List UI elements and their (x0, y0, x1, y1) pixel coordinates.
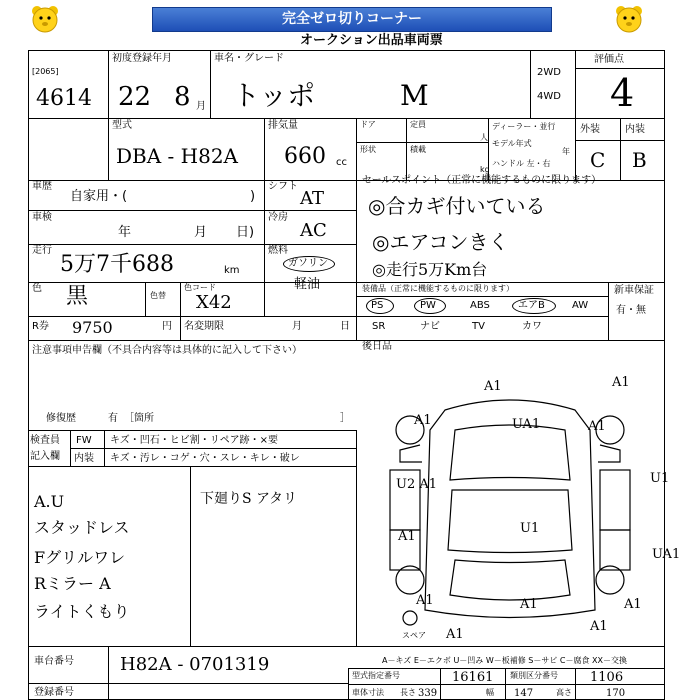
name-change-month: 月 (292, 321, 302, 332)
equipment-airbag: エアB (518, 300, 545, 311)
equipment-tv: TV (472, 321, 485, 332)
type-number-value: 16161 (452, 670, 494, 685)
history-label: 車歴 (32, 181, 52, 192)
height-label: 高さ (556, 688, 572, 697)
damage-mark: UA1 (652, 547, 681, 562)
inspection-label: 車検 (32, 212, 52, 223)
damage-mark: UA1 (512, 417, 541, 432)
type-number-label: 型式指定番号 (352, 671, 400, 680)
inspector-note-4: Rミラー A (34, 574, 111, 593)
exterior-grade: C (590, 148, 606, 172)
fuel-label: 燃料 (268, 245, 288, 256)
dealer-label: ディーラー・並行 (492, 122, 556, 131)
damage-mark: A1 (612, 375, 630, 390)
equipment-aw: AW (572, 300, 589, 311)
first-reg-label: 初度登録年月 (112, 53, 172, 64)
shape-label: 形状 (360, 145, 376, 154)
fuel-gas: ガソリン (288, 258, 328, 269)
inspector-note-3: Fグリルワレ (34, 548, 126, 567)
history-value: 自家用・( (70, 189, 128, 204)
kg-label: kg (480, 165, 490, 174)
chassis-value: H82A - 0701319 (120, 654, 270, 675)
damage-mark: A1 (398, 529, 416, 544)
recycle-unit: 円 (162, 321, 172, 332)
lot-code: [2065] (32, 67, 59, 76)
length-label: 長さ (400, 688, 416, 697)
equipment-abs: ABS (470, 300, 490, 311)
repair-history-place: ［箇所 (124, 413, 154, 424)
damage-mark: A1 (446, 627, 464, 642)
displacement-value: 660 (284, 144, 326, 169)
bear-mascot-right-icon (612, 2, 646, 36)
inspector-label: 検査員 (30, 435, 60, 446)
inspection-month: 月 (194, 225, 208, 240)
lot-number: 4614 (36, 86, 92, 111)
mileage-unit: km (224, 265, 240, 276)
equipment-pw: PW (420, 300, 436, 311)
class-number-label: 類別区分番号 (510, 671, 558, 680)
displacement-label: 排気量 (268, 120, 298, 131)
interior-items-label: 内装 (74, 453, 94, 464)
new-car-warranty-value: 有・無 (616, 305, 646, 316)
name-change-day: 日 (340, 321, 350, 332)
first-reg-year: 22 (118, 82, 152, 112)
equipment-label: 装備品（正常に機能するものに限ります） (362, 284, 514, 293)
recycle-label: R券 (32, 321, 49, 332)
damage-mark: U1 (650, 471, 670, 486)
spare-label: スペア (402, 631, 426, 640)
chassis-label: 車台番号 (34, 656, 74, 667)
inspector-note-1: A.U (34, 492, 65, 511)
damage-mark: U2 A1 (396, 477, 438, 492)
header-subtitle: オークション出品車両票 (300, 33, 443, 48)
model-label: 型式 (112, 120, 132, 131)
sales-point-line-2: ◎エアコンきく (372, 230, 509, 254)
rear-seat-label: 後日品 (362, 341, 392, 352)
height-value: 170 (606, 688, 626, 699)
sales-point-line-1: ◎合カギ付いている (368, 194, 546, 218)
mileage-label: 走行 (32, 245, 52, 256)
equipment-leather: カワ (522, 321, 542, 332)
mileage-value: 5万7千688 (60, 252, 174, 277)
recycle-value: 9750 (72, 318, 113, 337)
handle-label: ハンドル 左・右 (492, 159, 551, 168)
fuel-diesel: 軽油 (294, 277, 321, 292)
car-damage-diagram (360, 350, 660, 640)
name-change-label: 名変期限 (184, 321, 224, 332)
first-reg-month-unit: 月 (196, 101, 206, 112)
ac-label: 冷房 (268, 212, 288, 223)
car-name: トッポ (232, 79, 316, 112)
first-reg-month: 8 (174, 82, 191, 112)
year-unit: 年 (562, 147, 570, 156)
ac-value: AC (300, 220, 327, 241)
registration-number-label: 登録番号 (34, 687, 74, 698)
width-value: 147 (514, 688, 534, 699)
drive-2wd: 2WD (537, 67, 561, 78)
damage-mark: A1 (416, 593, 434, 608)
equipment-sr: SR (372, 321, 386, 332)
damage-mark: U1 (520, 521, 540, 536)
load-label: 積載 (410, 145, 426, 154)
width-label: 幅 (486, 688, 494, 697)
damage-mark: A1 (590, 619, 608, 634)
inspector-entry-label: 記入欄 (30, 451, 60, 462)
damage-legend: A－キズ E－エクボ U－凹み W－板補修 S－サビ C－腐食 XX－交換 (382, 656, 628, 665)
shift-value: AT (300, 188, 325, 209)
banner-title: 完全ゼロ切りコーナー (152, 7, 552, 32)
inspector-note-6: 下廻りS アタリ (200, 491, 298, 507)
color-value: 黒 (66, 284, 89, 309)
new-car-warranty-label: 新車保証 (614, 285, 654, 296)
exterior-label: 外装 (580, 124, 600, 135)
fw-items: キズ・凹石・ヒビ割・リペア跡・×要 (110, 435, 278, 446)
color-tone-label: 色替 (150, 291, 166, 300)
damage-mark: A1 (484, 379, 502, 394)
fw-label: FW (76, 435, 92, 446)
sales-point-line-3: ◎走行5万Km台 (372, 260, 488, 279)
repair-history-value: 有 (108, 413, 118, 424)
inspector-note-5: ライトくもり (34, 602, 130, 621)
notes-label: 注意事項申告欄（不具合内容等は具体的に記入して下さい） (32, 345, 302, 356)
color-label: 色 (32, 283, 42, 294)
car-name-label: 車名・グレード (214, 53, 284, 64)
damage-mark: A1 (414, 413, 432, 428)
model-year-label: モデル年式 (492, 139, 532, 148)
damage-mark: A1 (588, 419, 606, 434)
inspection-year: 年 (118, 225, 132, 240)
bear-mascot-left-icon (28, 2, 62, 36)
equipment-ps: PS (371, 300, 384, 311)
capacity-label: 定員 (410, 120, 426, 129)
length-value: 339 (418, 688, 438, 699)
persons-label: 人 (480, 133, 488, 142)
sales-point-label: セールスポイント（正常に機能するものに限ります） (362, 175, 602, 186)
inspection-day: 日) (236, 225, 255, 240)
score-label: 評価点 (594, 54, 624, 65)
equipment-navi: ナビ (420, 321, 440, 332)
interior-label: 内装 (625, 124, 645, 135)
damage-mark: A1 (520, 597, 538, 612)
history-close: ) (250, 189, 256, 204)
interior-grade: B (632, 148, 647, 172)
repair-history-label: 修復歴 (46, 413, 76, 424)
color-code-label: 色コード (184, 283, 216, 292)
inspector-note-2: スタッドレス (34, 518, 130, 537)
displacement-unit: cc (336, 157, 347, 168)
model-value: DBA - H82A (116, 144, 238, 168)
shift-label: シフト (268, 181, 298, 192)
class-number-value: 1106 (590, 670, 624, 685)
damage-mark: A1 (624, 597, 642, 612)
door-label: ドア (360, 120, 376, 129)
drive-4wd: 4WD (537, 91, 561, 102)
score-value: 4 (610, 71, 635, 115)
color-code: X42 (196, 292, 232, 313)
repair-history-close: ］ (340, 413, 350, 424)
car-grade: M (400, 79, 429, 112)
dimension-label: 車体寸法 (352, 688, 384, 697)
interior-items: キズ・汚レ・コゲ・穴・スレ・キレ・破レ (110, 453, 300, 464)
